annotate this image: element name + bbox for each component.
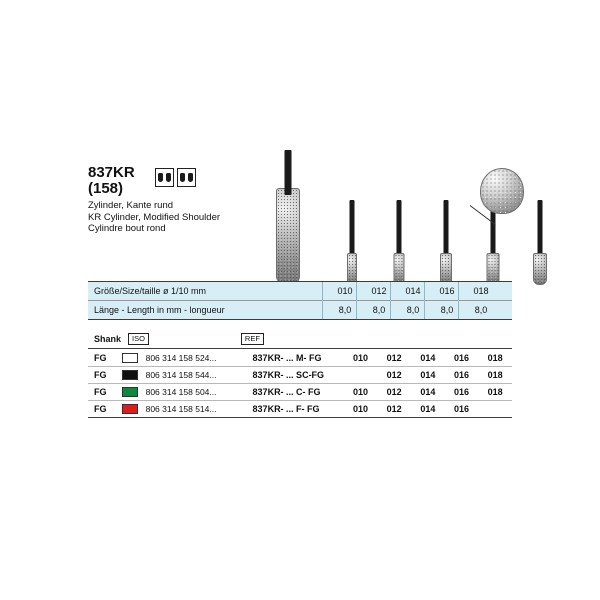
row-c-grit-swatch (122, 387, 138, 397)
magnified-bur-head (480, 168, 524, 214)
ref-header-label: REF (241, 333, 264, 345)
divider-shank-header (88, 348, 512, 349)
band-vline-1 (356, 282, 357, 319)
row-c-size-4: 018 (487, 386, 503, 397)
bur-sample-large-head (276, 188, 300, 285)
bur-010-shank (350, 200, 355, 258)
row-sc-size-2: 014 (420, 369, 436, 380)
length-row (88, 301, 512, 319)
size-value-1: 012 (371, 286, 387, 296)
size-value-3: 016 (439, 286, 455, 296)
product-iso-number: (158) (88, 180, 124, 197)
bur-012 (382, 200, 416, 285)
divider-bottom (88, 417, 512, 418)
row-f-size-3: 016 (453, 403, 470, 414)
length-value-1: 8,0 (372, 305, 386, 315)
table-row-m[interactable] (88, 350, 512, 365)
row-f-shank: FG (94, 403, 107, 414)
size-row-label: Größe/Size/taille ø 1/10 mm (94, 286, 207, 296)
row-f-size-0: 010 (352, 403, 368, 414)
bur-018-shank (538, 200, 543, 258)
row-f-article: 837KR- ... F- FG (252, 403, 320, 414)
iso-header-label: ISO (128, 333, 149, 345)
bur-014-shank (444, 200, 449, 258)
bur-018-head (533, 253, 547, 285)
table-row-c[interactable] (88, 384, 512, 399)
shank-table-header (88, 331, 512, 346)
row-m-grit-swatch (122, 353, 138, 363)
row-m-size-0: 010 (352, 352, 368, 363)
divider-below-length (88, 319, 512, 320)
row-sc-ref: 806 314 158 544... (145, 369, 217, 380)
row-f-grit-swatch (122, 404, 138, 414)
length-row-label: Länge - Length in mm - longueur (94, 305, 225, 315)
band-vline-3 (424, 282, 425, 319)
description-de: Zylinder, Kante rund (88, 200, 174, 211)
row-m-size-2: 014 (420, 352, 436, 363)
indication-pictograms (155, 168, 196, 187)
band-vline-0 (322, 282, 323, 319)
product-code: 837KR (88, 164, 135, 181)
bur-014 (429, 200, 463, 285)
product-description (88, 200, 288, 235)
row-sc-size-3: 016 (453, 369, 470, 380)
size-value-2: 014 (405, 286, 421, 296)
length-value-4: 8,0 (474, 305, 488, 315)
row-c-ref: 806 314 158 504... (145, 386, 217, 397)
row-f-size-2: 014 (420, 403, 436, 414)
row-m-ref: 806 314 158 524... (145, 352, 217, 363)
description-en: KR Cylinder, Modified Shoulder (88, 211, 221, 223)
row-m-article: 837KR- ... M- FG (252, 352, 322, 363)
table-row-sc[interactable] (88, 367, 512, 382)
row-c-size-3: 016 (453, 386, 470, 397)
shank-header-label: Shank (94, 333, 122, 344)
bur-012-shank (397, 200, 402, 258)
row-sc-article: 837KR- ... SC-FG (252, 369, 325, 380)
bur-illustrations (265, 150, 515, 285)
row-c-article: 837KR- ... C- FG (252, 386, 321, 397)
length-value-3: 8,0 (440, 305, 454, 315)
description-fr: Cylindre bout rond (88, 223, 166, 234)
row-sc-size-1: 012 (386, 369, 402, 380)
row-c-shank: FG (94, 386, 107, 397)
row-c-size-2: 014 (420, 386, 436, 397)
band-vline-2 (390, 282, 391, 319)
bur-018 (523, 200, 557, 285)
table-row-f[interactable] (88, 401, 512, 416)
row-c-size-0: 010 (352, 386, 368, 397)
length-value-2: 8,0 (406, 305, 420, 315)
row-m-size-4: 018 (487, 352, 503, 363)
row-f-ref: 806 314 158 514... (145, 403, 217, 414)
size-value-4: 018 (473, 286, 489, 296)
tooth-pictogram-2-icon (177, 168, 196, 187)
bur-sample-large-shank (285, 150, 292, 195)
row-c-size-1: 012 (386, 386, 402, 397)
row-m-shank: FG (94, 352, 107, 363)
bur-sample-large (265, 150, 311, 285)
row-sc-shank: FG (94, 369, 107, 380)
tooth-pictogram-1-icon (155, 168, 174, 187)
row-m-size-3: 016 (453, 352, 470, 363)
size-value-0: 010 (337, 286, 353, 296)
size-row (88, 282, 512, 300)
row-sc-grit-swatch (122, 370, 138, 380)
row-sc-size-4: 018 (487, 369, 503, 380)
band-vline-4 (458, 282, 459, 319)
row-f-size-1: 012 (386, 403, 402, 414)
bur-010 (335, 200, 369, 285)
length-value-0: 8,0 (338, 305, 352, 315)
row-m-size-1: 012 (386, 352, 402, 363)
